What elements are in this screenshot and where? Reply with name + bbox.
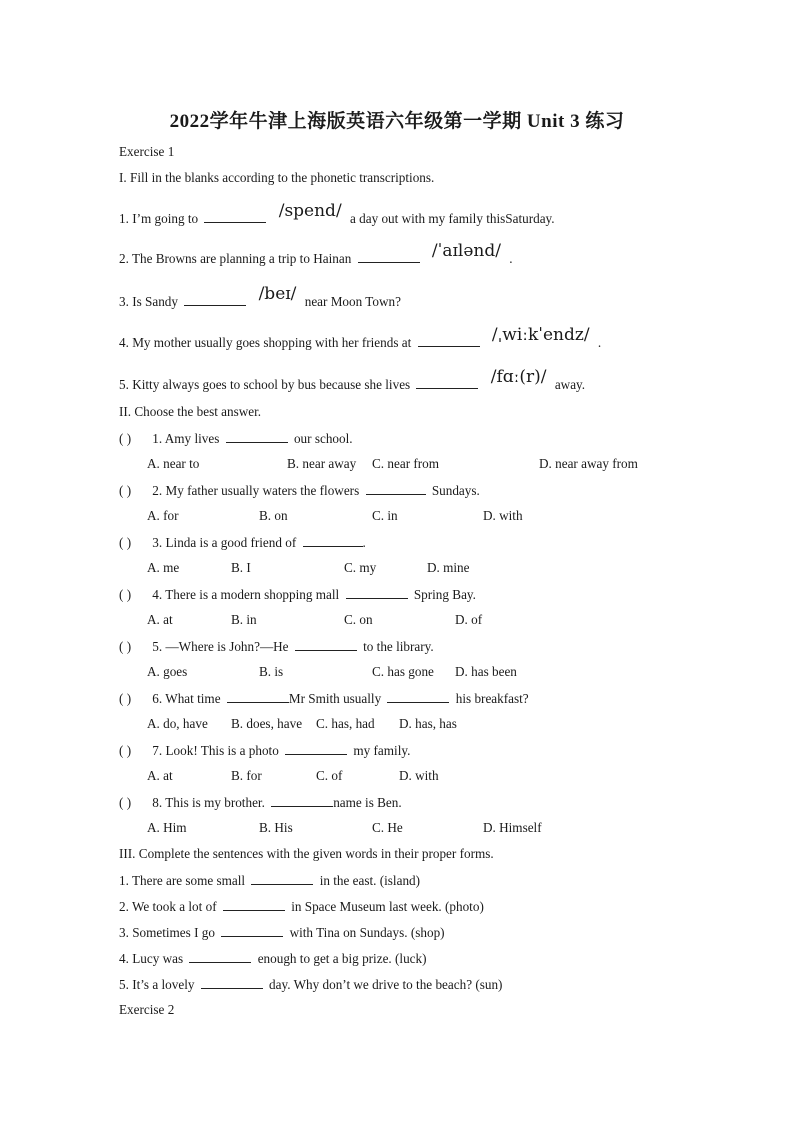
option-c[interactable]: C. has, had [316,716,375,731]
question-number: 5. [152,639,163,654]
option-c[interactable]: C. my [344,560,377,575]
part1-item-1-pre: 1. I’m going to [119,211,199,226]
option-c[interactable]: C. in [372,508,398,523]
part3-item-5-post: day. Why don’t we drive to the beach? (sun) [269,977,503,992]
part3-item-2-pre: 2. We took a lot of [119,899,217,914]
answer-paren[interactable]: ( ) [119,795,132,810]
part1-item-3-pre: 3. Is Sandy [119,294,178,309]
part3-item-3-pre: 3. Sometimes I go [119,925,215,940]
answer-blank[interactable] [416,376,478,389]
part1-heading: I. Fill in the blanks according to the phonetic transcriptions. [119,170,435,185]
option-c[interactable]: C. on [344,612,373,627]
question-text-post: name is Ben. [333,795,402,810]
phonetic-transcription: /spend/ [278,201,342,221]
part1-item-3-post: near Moon Town? [304,294,401,309]
option-d[interactable]: D. mine [427,560,470,575]
answer-paren[interactable]: ( ) [119,743,132,758]
option-c[interactable]: C. He [372,820,403,835]
part1-item-4 [119,325,602,352]
phonetic-transcription: /beɪ/ [258,284,297,304]
phonetic-transcription: /ˈaɪlənd/ [431,241,501,261]
part3-item-4 [119,950,427,967]
option-d[interactable]: D. near away from [539,456,638,471]
question-number: 4. [152,587,163,602]
part2-question-7 [119,742,410,759]
question-text-post: my family. [353,743,411,758]
part1-item-3 [119,284,401,311]
part3-item-2 [119,898,484,915]
option-d[interactable]: D. of [455,612,483,627]
part2-question-3 [119,534,366,551]
answer-paren[interactable]: ( ) [119,691,132,706]
question-number: 3. [152,535,163,550]
question-text-pre: My father usually waters the flowers [165,483,360,498]
answer-paren[interactable]: ( ) [119,639,132,654]
part2-question-8 [119,794,402,811]
question-text-pre: This is my brother. [165,795,265,810]
question-blank [387,690,449,703]
option-b[interactable]: B. I [231,560,251,575]
part1-item-1 [119,201,555,228]
question-blank [271,794,333,807]
question-blank [226,430,288,443]
part2-heading: II. Choose the best answer. [119,404,262,419]
question-number: 8. [152,795,163,810]
question-blank [366,482,426,495]
answer-blank[interactable] [204,210,266,223]
part1-item-4-pre: 4. My mother usually goes shopping with her friends at [119,335,412,350]
part1-item-4-post: . [597,335,602,350]
option-d[interactable]: D. with [399,768,439,783]
option-d[interactable]: D. Himself [483,820,542,835]
answer-paren[interactable]: ( ) [119,535,132,550]
part3-item-5-pre: 5. It’s a lovely [119,977,195,992]
part2-question-5 [119,638,434,655]
exercise-1-label: Exercise 1 [119,144,175,159]
option-b[interactable]: B. is [259,664,284,679]
question-text-post: his breakfast? [455,691,529,706]
question-blank [346,586,408,599]
answer-blank[interactable] [201,976,263,989]
phonetic-transcription: /fɑː(r)/ [490,367,547,387]
answer-blank[interactable] [223,898,285,911]
question-text-post: . [362,535,366,550]
answer-blank[interactable] [221,924,283,937]
part1-item-2-pre: 2. The Browns are planning a trip to Hainan [119,251,352,266]
option-b[interactable]: B. near away [287,456,357,471]
exercise-2-label: Exercise 2 [119,1002,175,1017]
part1-item-2-post: . [509,251,513,266]
question-text-post: our school. [293,431,353,446]
part3-item-1-post: in the east. (island) [319,873,421,888]
option-d[interactable]: D. has been [455,664,517,679]
option-b[interactable]: B. does, have [231,716,303,731]
part2-question-4 [119,586,476,603]
answer-blank[interactable] [418,334,480,347]
answer-blank[interactable] [251,872,313,885]
question-blank [285,742,347,755]
question-text-pre: Linda is a good friend of [165,535,297,550]
question-text-pre: Amy lives [164,431,220,446]
part1-item-1-post: a day out with my family thisSaturday. [349,211,555,226]
question-number: 1. [152,431,163,446]
part1-item-5-post: away. [554,377,586,392]
question-blank [303,534,363,547]
part3-item-4-post: enough to get a big prize. (luck) [257,951,427,966]
part3-item-3-post: with Tina on Sundays. (shop) [289,925,445,940]
answer-blank[interactable] [189,950,251,963]
option-a[interactable]: A. for [147,508,179,523]
question-number: 2. [152,483,163,498]
option-b[interactable]: B. in [231,612,257,627]
option-a[interactable]: A. Him [147,820,187,835]
question-text-post: Sundays. [431,483,480,498]
part3-item-5 [119,976,502,993]
answer-paren[interactable]: ( ) [119,431,132,446]
part2-question-1 [119,430,353,447]
option-a[interactable]: A. near to [147,456,200,471]
question-number: 7. [152,743,163,758]
question-text-pre: —Where is John?—He [165,639,289,654]
part3-heading: III. Complete the sentences with the given words in their proper forms. [119,846,494,861]
answer-blank[interactable] [358,250,420,263]
answer-paren[interactable]: ( ) [119,483,132,498]
question-text-mid: Mr Smith usually [288,691,382,706]
option-d[interactable]: D. has, has [399,716,457,731]
option-b[interactable]: B. for [231,768,262,783]
option-c[interactable]: C. near from [372,456,440,471]
phonetic-transcription: /ˌwiːkˈendz/ [491,325,590,345]
answer-paren[interactable]: ( ) [119,587,132,602]
page-title: 2022学年牛津上海版英语六年级第一学期 Unit 3 练习 [169,111,625,132]
question-blank [295,638,357,651]
question-text-pre: There is a modern shopping mall [165,587,340,602]
part2-question-2 [119,482,480,499]
question-blank [227,690,289,703]
option-b[interactable]: B. His [259,820,293,835]
question-number: 6. [152,691,163,706]
question-text-pre: Look! This is a photo [165,743,279,758]
question-text-pre: What time [165,691,221,706]
question-text-post: Spring Bay. [413,587,476,602]
part1-item-2 [119,241,513,268]
option-c[interactable]: C. has gone [372,664,434,679]
part1-item-5 [119,367,586,394]
option-a[interactable]: A. at [147,612,173,627]
part3-item-4-pre: 4. Lucy was [119,951,184,966]
option-a[interactable]: A. goes [147,664,188,679]
option-a[interactable]: A. at [147,768,173,783]
option-c[interactable]: C. of [316,768,343,783]
part3-item-1-pre: 1. There are some small [119,873,246,888]
part3-item-1 [119,872,420,889]
part3-item-3 [119,924,445,941]
option-a[interactable]: A. me [147,560,180,575]
part3-item-2-post: in Space Museum last week. (photo) [291,899,484,914]
part2-question-6 [119,690,529,707]
option-b[interactable]: B. on [259,508,288,523]
option-d[interactable]: D. with [483,508,523,523]
option-a[interactable]: A. do, have [147,716,208,731]
question-text-post: to the library. [363,639,434,654]
part1-item-5-pre: 5. Kitty always goes to school by bus because she lives [119,377,411,392]
answer-blank[interactable] [184,293,246,306]
